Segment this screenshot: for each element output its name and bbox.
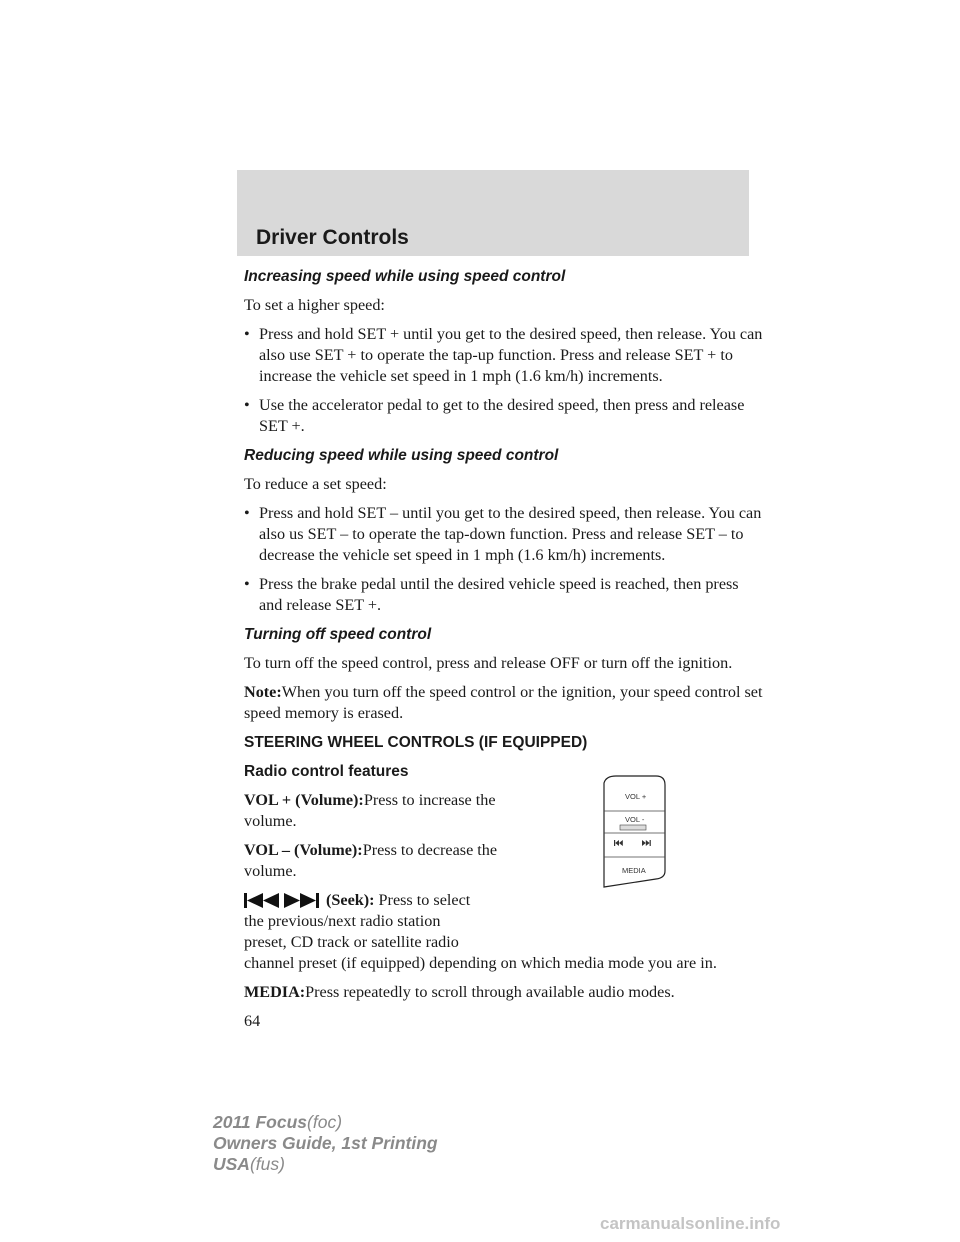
note-text: When you turn off the speed control or the ignition, your speed control set speed memory is erased. bbox=[244, 683, 763, 722]
seek-previous-next-icon bbox=[244, 892, 320, 909]
term-label: (Seek): bbox=[326, 891, 375, 909]
footer-line bbox=[213, 1154, 438, 1175]
bullet-icon: • bbox=[244, 396, 250, 414]
seek-text-continued: channel preset (if equipped) depending on which media mode you are in. bbox=[244, 954, 717, 972]
media-button-label: MEDIA bbox=[622, 866, 646, 875]
list-item-text: Use the accelerator pedal to get to the desired speed, then press and release SET +. bbox=[259, 396, 745, 435]
heading-reducing-speed: Reducing speed while using speed control bbox=[244, 447, 559, 464]
vol-down-button-label: VOL - bbox=[625, 815, 645, 824]
steering-wheel-radio-controls-figure bbox=[598, 775, 668, 889]
vol-up-description bbox=[244, 790, 502, 832]
term-text: Press to increase the volume. bbox=[244, 791, 496, 830]
heading-steering-wheel-controls: STEERING WHEEL CONTROLS (IF EQUIPPED) bbox=[244, 734, 588, 751]
bullet-icon: • bbox=[244, 575, 250, 593]
footer-model-code: (foc) bbox=[307, 1112, 343, 1132]
list-item bbox=[244, 395, 764, 437]
term-text: Press repeatedly to scroll through available audio modes. bbox=[305, 983, 675, 1001]
media-description bbox=[244, 982, 764, 1003]
list-item-text: Press and hold SET + until you get to the desired speed, then release. You can also use SET + to operate the tap-up function. Press and release SET + to increase the vehicle set speed in 1 mph (1.6 km/h) increments. bbox=[259, 325, 763, 385]
term-label: VOL + (Volume): bbox=[244, 791, 364, 809]
list-item bbox=[244, 503, 764, 566]
seek-description bbox=[244, 890, 764, 974]
heading-increasing-speed: Increasing speed while using speed control bbox=[244, 268, 566, 285]
footer-market-code: (fus) bbox=[249, 1154, 285, 1174]
page-content bbox=[244, 266, 764, 1040]
footer-guide: Owners Guide, 1st Printing bbox=[213, 1133, 438, 1153]
list-item-text: Press the brake pedal until the desired vehicle speed is reached, then press and release SET +. bbox=[259, 575, 739, 614]
bullet-icon: • bbox=[244, 504, 250, 522]
term-text: Press to select bbox=[378, 891, 471, 909]
paragraph: To turn off the speed control, press and release OFF or turn off the ignition. bbox=[244, 654, 733, 672]
list-item-text: Press and hold SET – until you get to the desired speed, then release. You can also us SET – to operate the tap-down function. Press and release SET – to decrease the vehicle set speed in 1 mph (1.6 km/h) increments. bbox=[259, 504, 762, 564]
volume-slot bbox=[620, 825, 646, 830]
vol-up-button-label: VOL + bbox=[625, 792, 647, 801]
footer bbox=[213, 1112, 438, 1175]
paragraph: To set a higher speed: bbox=[244, 296, 385, 314]
seek-icons bbox=[244, 892, 320, 909]
footer-model: 2011 Focus bbox=[213, 1112, 308, 1132]
page-title: Driver Controls bbox=[256, 226, 409, 249]
note-label: Note: bbox=[244, 683, 282, 701]
seek-line bbox=[244, 890, 764, 911]
footer-market: USA bbox=[213, 1154, 250, 1174]
watermark: carmanualsonline.info bbox=[600, 1214, 781, 1233]
term-label: MEDIA: bbox=[244, 983, 306, 1001]
bullet-icon: • bbox=[244, 325, 250, 343]
footer-line bbox=[213, 1112, 438, 1133]
term-label: VOL – (Volume): bbox=[244, 841, 363, 859]
term-text: Press to decrease the volume. bbox=[244, 841, 498, 880]
note-paragraph bbox=[244, 682, 764, 724]
heading-turning-off: Turning off speed control bbox=[244, 626, 432, 643]
seek-text-continued: the previous/next radio station preset, CD track or satellite radio bbox=[244, 912, 459, 951]
vol-down-description bbox=[244, 840, 502, 882]
heading-radio-control-features: Radio control features bbox=[244, 763, 409, 780]
list-item bbox=[244, 324, 764, 387]
paragraph: To reduce a set speed: bbox=[244, 475, 387, 493]
list-item bbox=[244, 574, 764, 616]
page-number: 64 bbox=[244, 1012, 261, 1030]
